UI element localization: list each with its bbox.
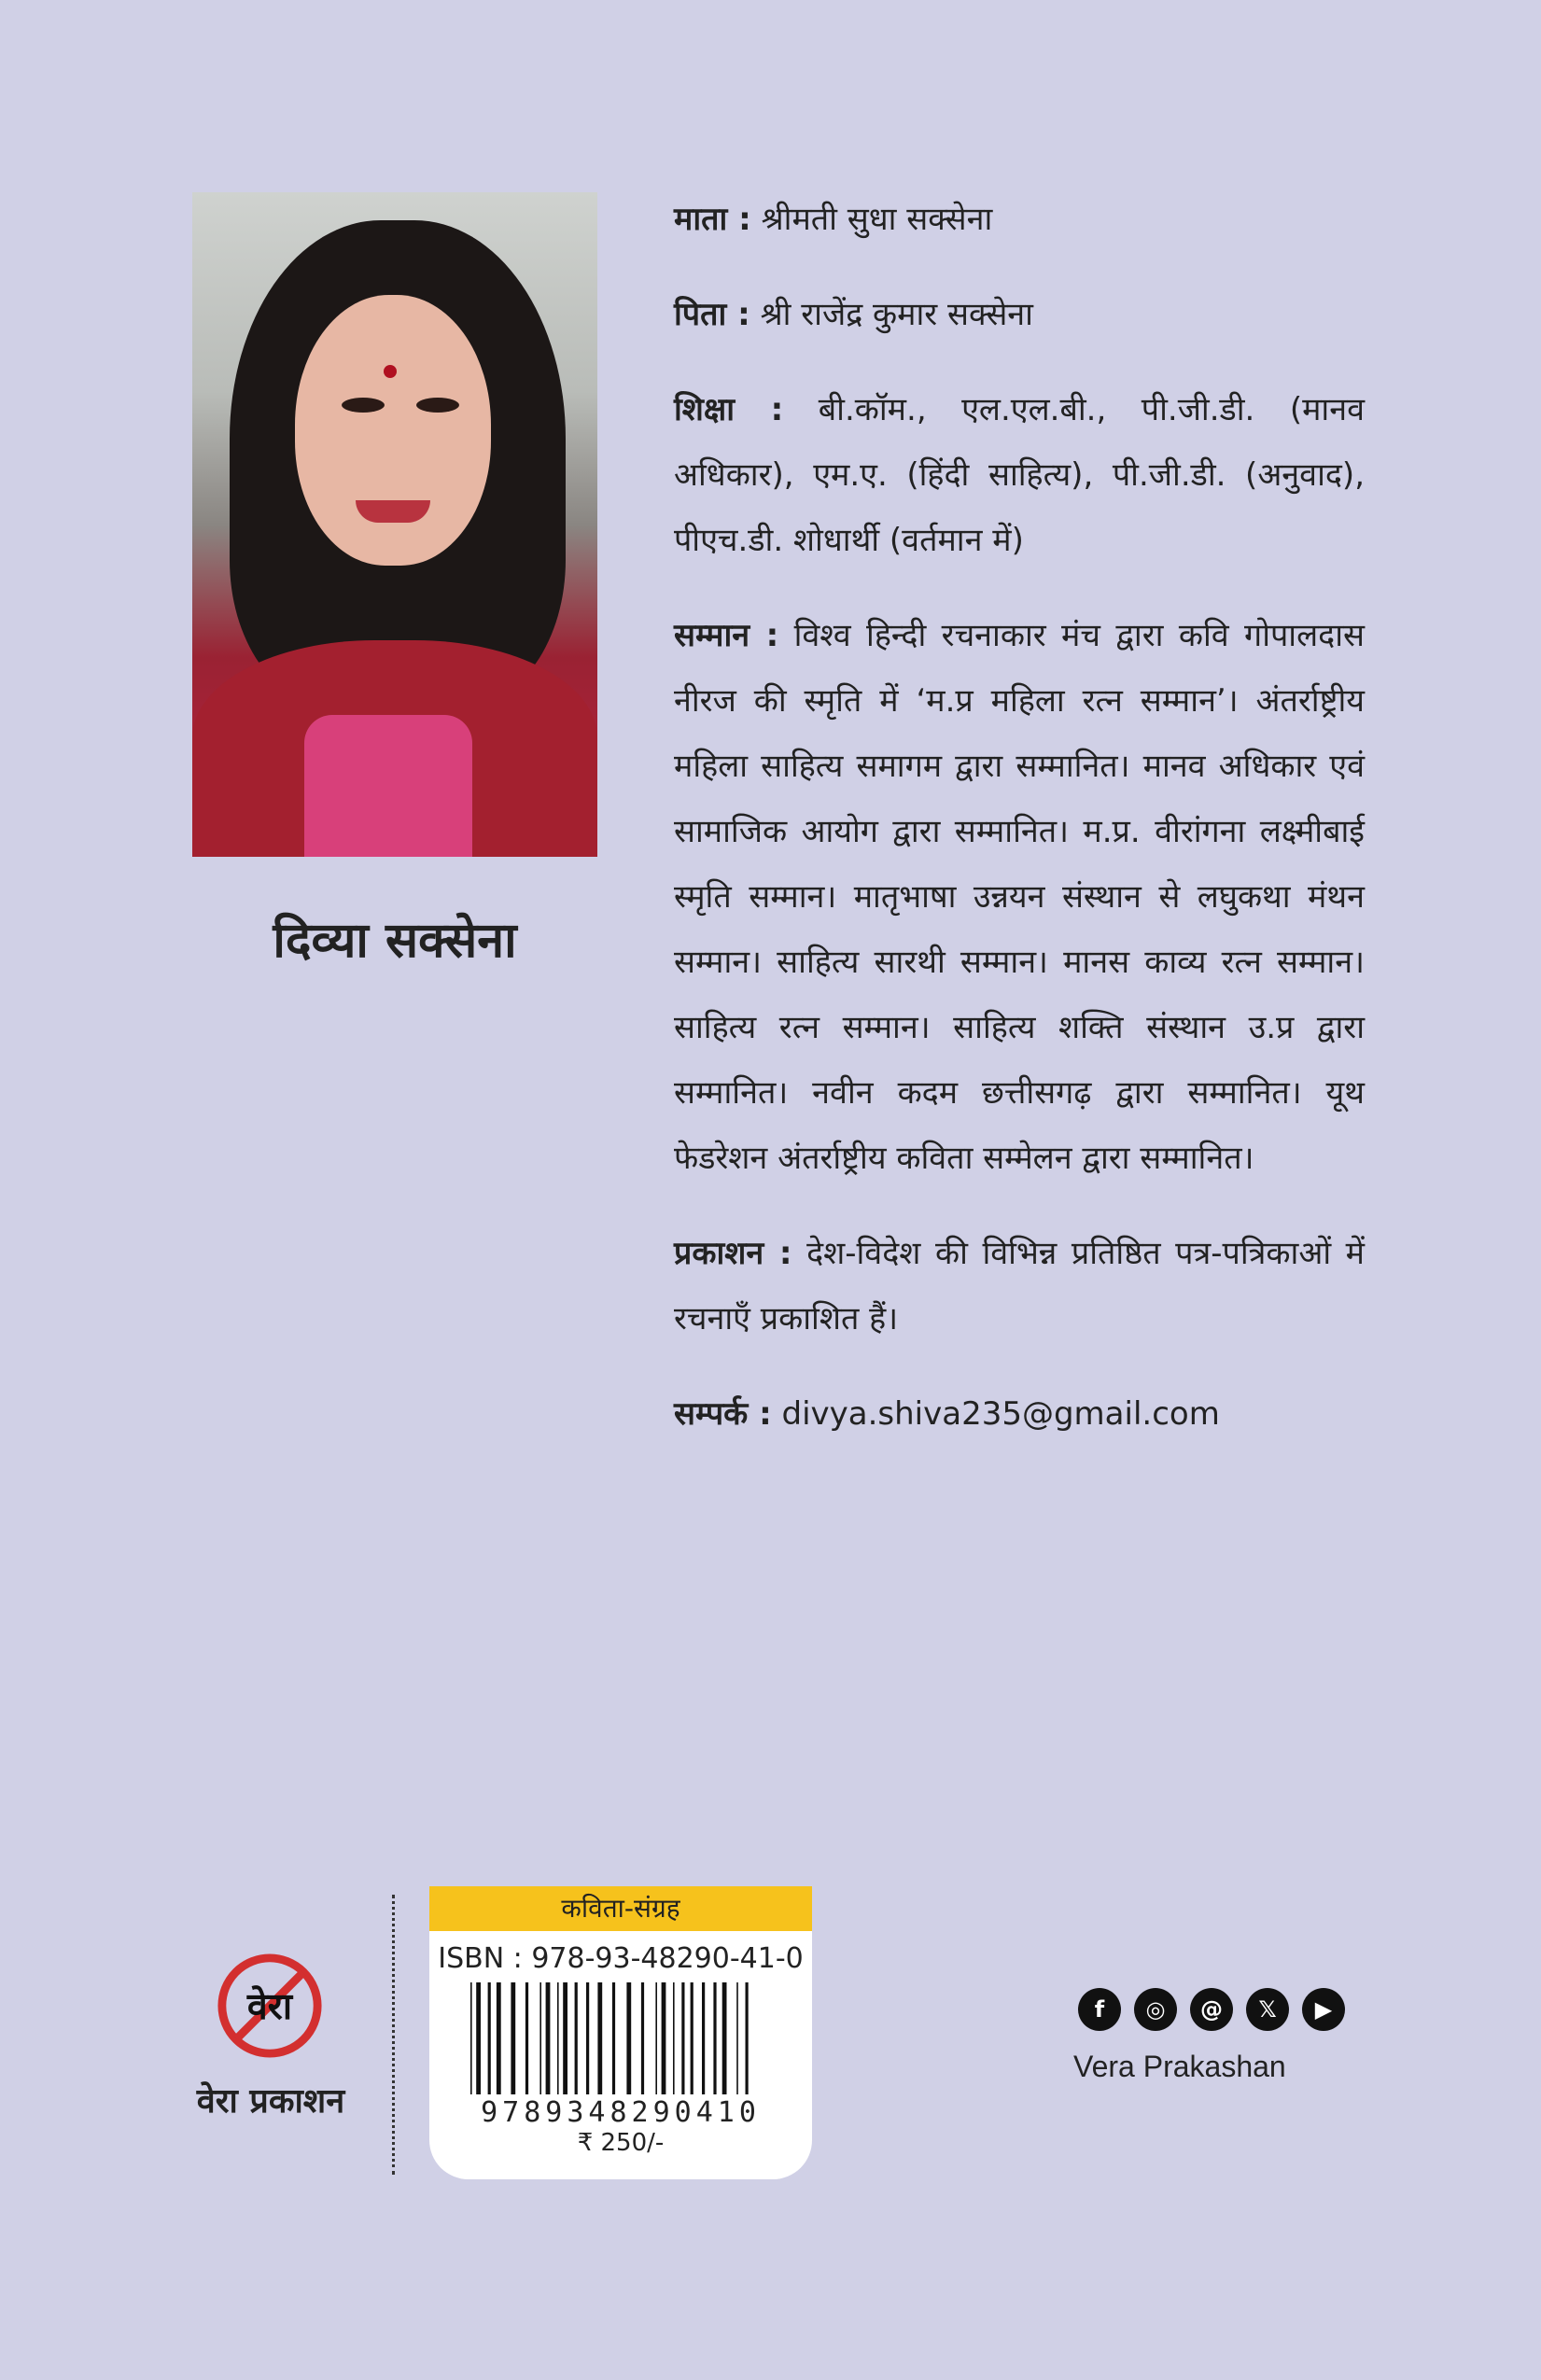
- instagram-icon[interactable]: ◎: [1134, 1988, 1177, 2031]
- social-handle: Vera Prakashan: [1073, 2050, 1286, 2083]
- barcode-bar: [655, 1982, 657, 2094]
- author-name: दिव्या सक्सेना: [273, 913, 517, 969]
- barcode-bar: [673, 1982, 675, 2094]
- barcode-bar: [497, 1982, 501, 2094]
- bio-contact: [674, 1381, 1365, 1447]
- bio-honours-label: सम्मान :: [674, 617, 779, 654]
- bio-mother-label: माता :: [674, 201, 751, 238]
- bio-education-value: बी.कॉम., एल.एल.बी., पी.जी.डी. (मानव अधिकार), एम.ए. (हिंदी साहित्य), पी.जी.डी. (अनुवाद), पीएच.डी. शोधार्थी (वर्तमान में): [674, 391, 1365, 559]
- bio-contact-email[interactable]: divya.shiva235@gmail.com: [781, 1395, 1220, 1433]
- barcode-bar: [681, 1982, 684, 2094]
- barcode-bar: [525, 1982, 528, 2094]
- publisher-logo: [215, 1951, 325, 2061]
- barcode-bar: [488, 1982, 491, 2094]
- barcode-bar: [557, 1982, 559, 2094]
- bio-publication-label: प्रकाशन :: [674, 1235, 792, 1272]
- barcode-bar: [691, 1982, 693, 2094]
- bio-publication: [674, 1221, 1365, 1351]
- bio-mother: [674, 187, 1365, 252]
- publisher-logo-text: वेरा: [246, 1984, 293, 2028]
- barcode-bar: [722, 1982, 727, 2094]
- bio-father-label: पिता :: [674, 296, 750, 333]
- barcode-bar: [641, 1982, 644, 2094]
- publisher-name: वेरा प्रकाशन: [196, 2082, 345, 2121]
- threads-icon[interactable]: @: [1190, 1988, 1233, 2031]
- bio-honours-value: विश्व हिन्दी रचनाकार मंच द्वारा कवि गोपालदास नीरज की स्मृति में ‘म.प्र महिला रत्न सम्मान’। अंतर्राष्ट्रीय महिला साहित्य समागम द्वारा सम्मानित। मानव अधिकार एवं सामाजिक आयोग द्वारा सम्मानित। म.प्र. वीरांगना लक्ष्मीबाई स्मृति सम्मान। मातृभाषा उन्नयन संस्थान से लघुकथा मंथन सम्मान। साहित्य सारथी सम्मान। मानस काव्य रत्न सम्मान। साहित्य रत्न सम्मान। साहित्य शक्ति संस्थान उ.प्र द्वारा सम्मानित। नवीन कदम छत्तीसगढ़ द्वारा सम्मानित। यूथ फेडरेशन अंतर्राष्ट्रीय कविता सम्मेलन द्वारा सम्मानित।: [674, 617, 1366, 1177]
- author-photo: [192, 192, 597, 857]
- price: ₹ 250/-: [577, 2129, 665, 2157]
- genre-label: कविता-संग्रह: [429, 1886, 812, 1931]
- barcode-bar: [597, 1982, 602, 2094]
- barcode-digits: 9789348290410: [481, 2096, 761, 2129]
- youtube-icon[interactable]: ▶: [1302, 1988, 1345, 2031]
- isbn-number: ISBN : 978-93-48290-41-0: [438, 1942, 804, 1975]
- barcode-bar: [612, 1982, 615, 2094]
- barcode-bar: [702, 1982, 705, 2094]
- dotted-divider: [392, 1895, 395, 2175]
- barcode-bar: [662, 1982, 666, 2094]
- bio-publication-value: देश-विदेश की विभिन्न प्रतिष्ठित पत्र-पत्रिकाओं में रचनाएँ प्रकाशित हैं।: [674, 1235, 1366, 1337]
- barcode-bar: [546, 1982, 551, 2094]
- facebook-icon[interactable]: f: [1078, 1988, 1121, 2031]
- bio-mother-value: श्रीमती सुधा सक्सेना: [761, 201, 993, 238]
- author-bio: [674, 187, 1365, 1477]
- x-icon[interactable]: 𝕏: [1246, 1988, 1289, 2031]
- barcode-bar: [746, 1982, 749, 2094]
- barcode-bar: [539, 1982, 541, 2094]
- isbn-barcode-box: [429, 1886, 812, 2179]
- barcode-bar: [586, 1982, 589, 2094]
- bio-contact-label: सम्पर्क :: [674, 1395, 772, 1433]
- barcode: [467, 1982, 775, 2094]
- bio-father: [674, 282, 1365, 347]
- bio-father-value: श्री राजेंद्र कुमार सक्सेना: [760, 296, 1033, 333]
- barcode-bar: [563, 1982, 567, 2094]
- bio-education-label: शिक्षा :: [674, 391, 784, 428]
- bio-education: [674, 377, 1365, 573]
- barcode-bar: [511, 1982, 515, 2094]
- barcode-bar: [476, 1982, 481, 2094]
- bio-honours: [674, 603, 1365, 1191]
- barcode-bar: [626, 1982, 631, 2094]
- social-icons: [1078, 1988, 1345, 2031]
- barcode-bar: [713, 1982, 716, 2094]
- barcode-bar: [736, 1982, 738, 2094]
- barcode-bar: [470, 1982, 472, 2094]
- barcode-bar: [575, 1982, 578, 2094]
